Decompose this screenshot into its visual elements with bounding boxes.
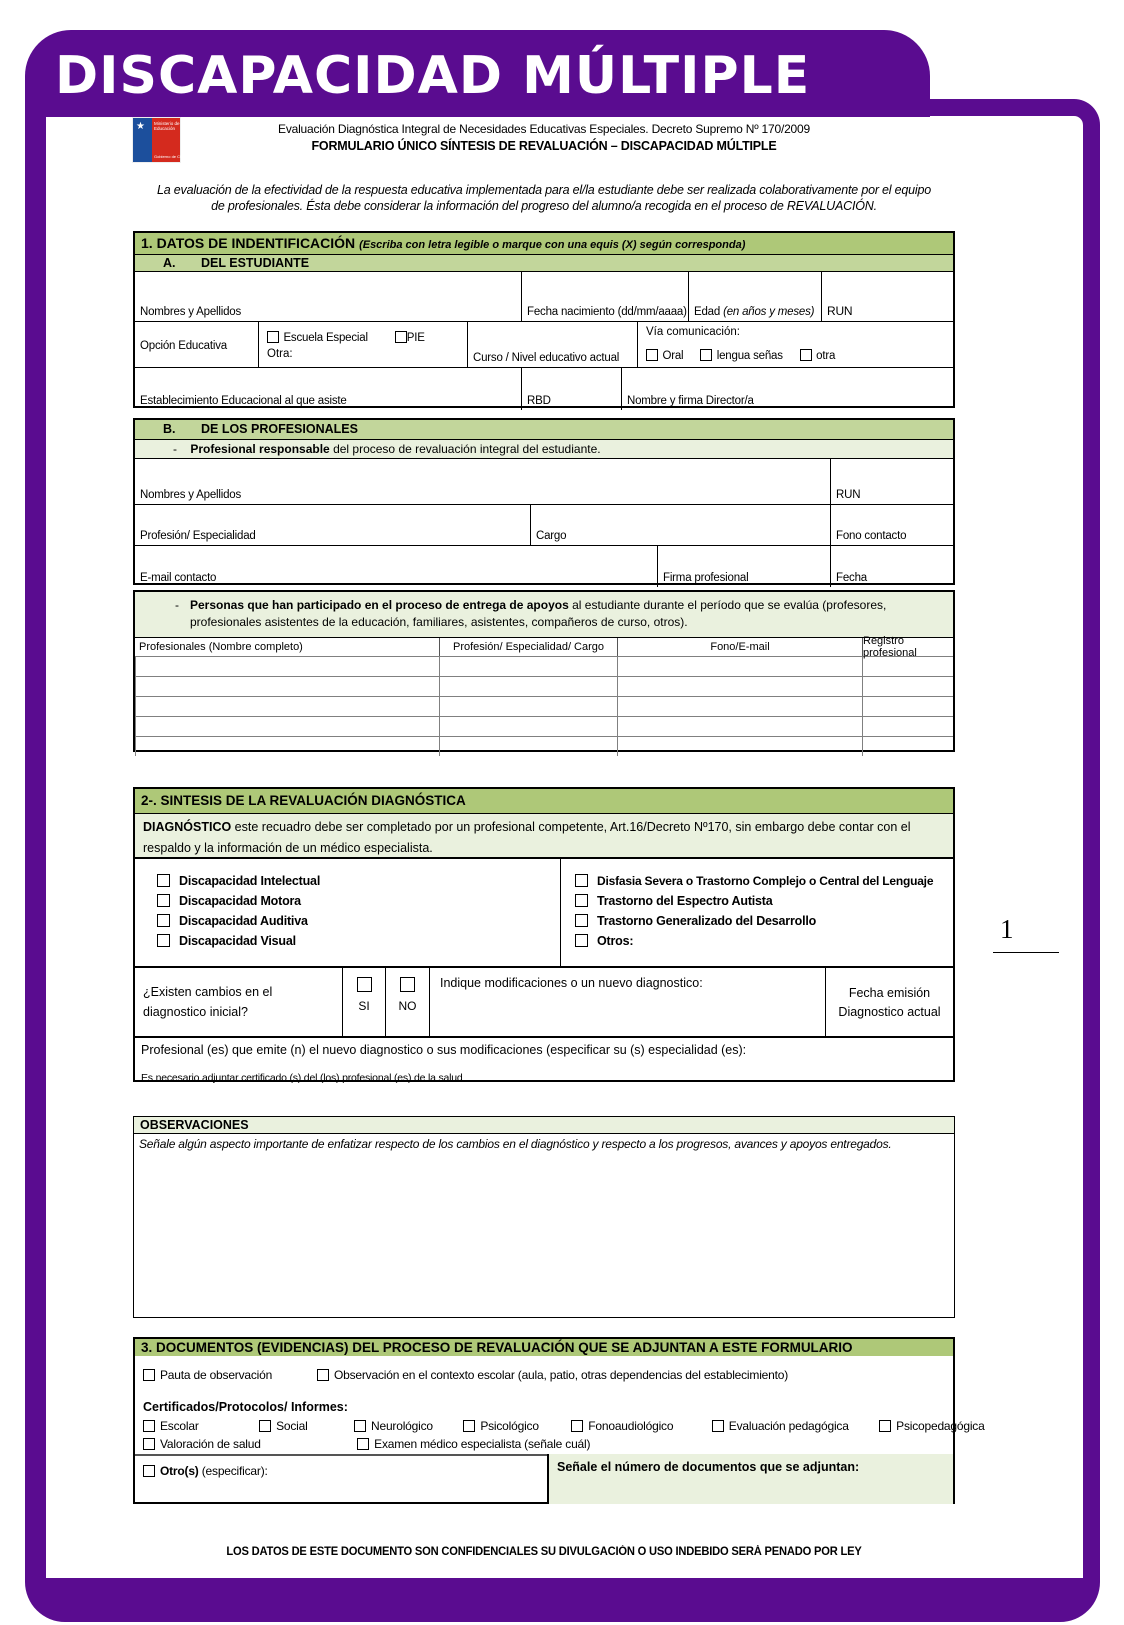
- page-title: DISCAPACIDAD MÚLTIPLE: [55, 46, 811, 106]
- student-row-3: [135, 367, 953, 410]
- fecha-nacimiento-cell[interactable]: [521, 272, 688, 321]
- opcion-educativa-cell: [135, 322, 258, 367]
- document-form-name: FORMULARIO ÚNICO SÍNTESIS DE REVALUACIÓN – DISCAPACIDAD MÚLTIPLE: [311, 139, 777, 153]
- subsection-a-title: DEL ESTUDIANTE: [200, 256, 310, 270]
- table-cell[interactable]: [862, 657, 953, 676]
- checkbox-item: [575, 931, 953, 951]
- email-cell[interactable]: [135, 546, 657, 587]
- coat-of-arms-icon: ★: [136, 121, 145, 132]
- checkbox-label: Valoración de salud: [160, 1437, 261, 1451]
- participant-row: [135, 736, 953, 756]
- logo-text-gobierno: Gobierno de Chile: [154, 154, 187, 159]
- table-cell[interactable]: [617, 737, 862, 756]
- escuela-especial-label: Escuela Especial: [283, 332, 368, 344]
- checkbox-label: Observación en el contexto escolar (aula, patio, otras dependencias del establecimiento): [334, 1368, 789, 1382]
- cargo-label: Cargo: [536, 530, 567, 542]
- pie-checkbox[interactable]: [395, 331, 407, 343]
- checkbox-item: [143, 1417, 199, 1435]
- col-header-fono: Fono/E-mail: [617, 638, 862, 656]
- confidentiality-footer: LOS DATOS DE ESTE DOCUMENTO SON CONFIDENCIALES SU DIVULGACIÓN O USO INDEBIDO SERÁ PENADO POR LEY: [226, 1546, 862, 1558]
- table-cell[interactable]: [135, 717, 439, 736]
- director-label: Nombre y firma Director/a: [627, 395, 754, 407]
- page-number-underline: [993, 952, 1059, 953]
- col-header-profesion: Profesión/ Especialidad/ Cargo: [439, 638, 617, 656]
- fecha-emision-label: Fecha emisión Diagnostico actual: [838, 986, 941, 1019]
- logo-text-educacion: Educación: [154, 126, 176, 131]
- checkbox-label-rest: (especificar):: [198, 1464, 268, 1478]
- psicologico-checkbox[interactable]: [463, 1420, 475, 1432]
- table-cell[interactable]: [617, 657, 862, 676]
- table-cell[interactable]: [135, 697, 439, 716]
- participants-intro-bold: Personas que han participado en el proceso de entrega de apoyos: [190, 598, 569, 612]
- diagnosis-left-column: [135, 859, 560, 966]
- subsection-b-title: DE LOS PROFESIONALES: [200, 422, 358, 436]
- participant-row: [135, 696, 953, 716]
- fecha-nacimiento-label: Fecha nacimiento (dd/mm/aaaa): [527, 306, 687, 318]
- discapacidad-visual-checkbox[interactable]: [157, 934, 170, 947]
- checkbox-label: Neurológico: [371, 1419, 433, 1433]
- neurologico-checkbox[interactable]: [354, 1420, 366, 1432]
- participants-intro-rest: al estudiante durante el período que se evalúa (profesores, profesionales asistentes de la educación, familiares, asistentes, compañeros de curso, otros).: [190, 598, 887, 629]
- checkbox-label: Disfasia Severa o Trastorno Complejo o Central del Lenguaje: [597, 874, 934, 888]
- participants-table: [133, 590, 955, 752]
- si-cell: [342, 968, 385, 1036]
- subsection-b-letter: B.: [163, 422, 176, 436]
- nombres-apellidos-cell[interactable]: [135, 272, 521, 321]
- opcion-educativa-options-cell: [258, 322, 467, 367]
- checkbox-item: [354, 1417, 433, 1435]
- checkbox-label: Discapacidad Intelectual: [179, 874, 321, 888]
- otros-line: [143, 1462, 268, 1480]
- subsection-a-letter: A.: [163, 256, 176, 270]
- prof-run-label: RUN: [836, 489, 861, 501]
- rbd-label: RBD: [527, 395, 551, 407]
- section-3-title: 3. DOCUMENTOS (EVIDENCIAS) DEL PROCESO DE REVALUACIÓN QUE SE ADJUNTAN A ESTE FORMULARIO: [141, 1340, 853, 1355]
- curso-nivel-cell[interactable]: [467, 322, 637, 367]
- diagnostico-paragraph: [135, 813, 953, 857]
- examen-medico-checkbox[interactable]: [357, 1438, 369, 1450]
- dash: -: [173, 442, 177, 456]
- discapacidad-auditiva-checkbox[interactable]: [157, 914, 170, 927]
- oral-label: Oral: [662, 350, 684, 362]
- indique-modificaciones-cell[interactable]: [429, 968, 825, 1036]
- edad-label: Edad (en años y meses): [694, 306, 815, 318]
- run-cell[interactable]: [821, 272, 953, 321]
- cargo-cell[interactable]: [530, 505, 830, 545]
- checkbox-label: Psicológico: [480, 1419, 539, 1433]
- run-label: RUN: [827, 304, 853, 318]
- checkbox-label: Pauta de observación: [160, 1368, 273, 1382]
- establecimiento-cell[interactable]: [135, 368, 521, 410]
- fecha-emision-cell[interactable]: [825, 968, 953, 1036]
- checkbox-item: [575, 911, 953, 931]
- checkbox-label: Psicopedagógica: [896, 1419, 985, 1433]
- prof-row-1: [135, 458, 953, 504]
- section-1-title: 1. DATOS DE INDENTIFICACIÓN: [141, 235, 360, 251]
- checkbox-label: Evaluación pedagógica: [728, 1419, 849, 1433]
- table-cell[interactable]: [862, 737, 953, 756]
- col-header-registro: Registro profesional: [862, 638, 953, 656]
- observations-box: [133, 1116, 955, 1318]
- escuela-especial-checkbox[interactable]: [267, 331, 279, 343]
- existen-cambios-cell: [135, 968, 342, 1036]
- dash: -: [175, 598, 179, 612]
- pauta-observacion-checkbox[interactable]: [143, 1369, 155, 1381]
- table-cell[interactable]: [617, 677, 862, 696]
- profesion-cell[interactable]: [135, 505, 530, 545]
- participant-row: [135, 716, 953, 736]
- table-cell[interactable]: [439, 657, 617, 676]
- student-row-2: [135, 321, 953, 367]
- table-cell[interactable]: [617, 717, 862, 736]
- diagnostico-bold: DIAGNÓSTICO: [143, 820, 232, 834]
- new-diagnosis-professional-label: Profesional (es) que emite (n) el nuevo diagnostico o sus modificaciones (especificar su (s) especialidad (es):: [141, 1043, 747, 1057]
- via-comunicacion-label: Vía comunicación:: [646, 326, 740, 338]
- social-checkbox[interactable]: [259, 1420, 271, 1432]
- no-label: NO: [398, 999, 417, 1013]
- lengua-senas-label: lengua señas: [716, 350, 783, 362]
- checkbox-item: [463, 1417, 539, 1435]
- observation-docs-line: [143, 1366, 788, 1384]
- si-checkbox[interactable]: [357, 977, 372, 992]
- otra-via-label: otra: [816, 350, 836, 362]
- pie-label: PIE: [406, 332, 425, 344]
- psicopedagogica-checkbox[interactable]: [879, 1420, 891, 1432]
- checkbox-label: Trastorno Generalizado del Desarrollo: [597, 914, 817, 928]
- opcion-options-line: [267, 328, 425, 346]
- section-2-header: [135, 789, 953, 813]
- checkbox-item: [317, 1366, 788, 1384]
- checkbox-item: [357, 1435, 590, 1453]
- checkbox-label: Otros:: [597, 934, 634, 948]
- participants-header-row: [135, 635, 953, 659]
- diagnosis-right-column: [560, 859, 953, 966]
- documents-count-label: Señale el número de documentos que se adjuntan:: [557, 1460, 860, 1474]
- table-cell[interactable]: [862, 717, 953, 736]
- discapacidad-intelectual-checkbox[interactable]: [157, 874, 170, 887]
- checkbox-item: [143, 1435, 261, 1453]
- section-3-header: [135, 1339, 953, 1356]
- document-title-block: [133, 122, 955, 153]
- section-1-note: (Escriba con letra legible o marque con una equis (X) según corresponda): [359, 239, 746, 251]
- lengua-senas-checkbox[interactable]: [700, 349, 712, 361]
- section-1-header: [135, 233, 953, 254]
- table-cell[interactable]: [439, 717, 617, 736]
- responsible-professional-note: [135, 439, 953, 458]
- documents-count-box[interactable]: [547, 1454, 953, 1504]
- document-subtitle: Evaluación Diagnóstica Integral de Necesidades Educativas Especiales. Decreto Supremo Nº 170/2009: [278, 122, 810, 136]
- table-cell[interactable]: [439, 737, 617, 756]
- section-3-body: [135, 1356, 985, 1504]
- observations-body[interactable]: [134, 1134, 954, 1316]
- valoracion-salud-checkbox[interactable]: [143, 1438, 155, 1450]
- checkbox-item: [575, 871, 953, 891]
- section-2-diagnostic: [133, 787, 955, 1082]
- indique-modificaciones-label: Indique modificaciones o un nuevo diagnostico:: [440, 976, 703, 990]
- otros-doc-checkbox[interactable]: [143, 1465, 155, 1477]
- profesion-label: Profesión/ Especialidad: [140, 530, 256, 542]
- table-cell[interactable]: [135, 737, 439, 756]
- responsible-rest: del proceso de revaluación integral del estudiante.: [329, 442, 601, 456]
- checkbox-label: Escolar: [160, 1419, 199, 1433]
- prof-row-2: [135, 504, 953, 545]
- checkbox-item: [259, 1417, 307, 1435]
- fecha-cell[interactable]: [830, 546, 953, 587]
- checkbox-item: [143, 1366, 272, 1384]
- observacion-contexto-checkbox[interactable]: [317, 1369, 329, 1381]
- checkbox-label-bold: Otro(s): [160, 1464, 199, 1478]
- no-checkbox[interactable]: [400, 977, 415, 992]
- checkbox-item: [571, 1417, 673, 1435]
- participant-row: [135, 656, 953, 676]
- table-cell[interactable]: [439, 677, 617, 696]
- evaluacion-pedagogica-checkbox[interactable]: [712, 1420, 724, 1432]
- section-1-identification: [133, 231, 955, 408]
- via-comunicacion-cell: [637, 322, 953, 367]
- discapacidad-motora-checkbox[interactable]: [157, 894, 170, 907]
- rbd-cell[interactable]: [521, 368, 621, 410]
- student-row-1: [135, 271, 953, 321]
- observations-hint: Señale algún aspecto importante de enfatizar respecto de los cambios en el diagnóstico y respecto a los progresos, avances y apoyos entregados.: [139, 1137, 892, 1151]
- certificados-title: Certificados/Protocolos/ Informes:: [143, 1400, 348, 1414]
- otros-diagnostico-checkbox[interactable]: [575, 934, 588, 947]
- email-label: E-mail contacto: [140, 572, 217, 584]
- observations-header: OBSERVACIONES: [134, 1117, 954, 1134]
- checkbox-label: Discapacidad Auditiva: [179, 914, 308, 928]
- checkbox-label: Social: [276, 1419, 308, 1433]
- section-3-documents: [133, 1337, 985, 1504]
- title-banner: [25, 30, 930, 117]
- escolar-checkbox[interactable]: [143, 1420, 155, 1432]
- prof-row-3: [135, 545, 953, 587]
- checkbox-item: [157, 871, 560, 891]
- new-diagnosis-professional-row[interactable]: [135, 1036, 953, 1090]
- logo-text-ministerio: Ministerio de: [154, 121, 180, 126]
- opcion-educativa-label: Opción Educativa: [140, 340, 227, 352]
- responsible-bold: Profesional responsable: [190, 442, 330, 456]
- table-cell[interactable]: [135, 677, 439, 696]
- si-label: SI: [358, 999, 370, 1013]
- participant-row: [135, 676, 953, 696]
- prof-nombres-cell[interactable]: [135, 459, 830, 504]
- certificate-note: Es necesario adjuntar certificado (s) del (los) profesional (es) de la salud: [141, 1072, 463, 1084]
- checkbox-item: [575, 891, 953, 911]
- subsection-a-header: [135, 254, 953, 271]
- checkbox-label: Fonoaudiológico: [588, 1419, 674, 1433]
- intro-paragraph: La evaluación de la efectividad de la respuesta educativa implementada para el/la estudiante debe ser realizada colaborativamente por el equipo de profesionales. Ésta debe considerar la información del progreso del alumno/a recogida en el proceso de REVALUACIÓN.: [156, 183, 931, 213]
- otra-via-checkbox[interactable]: [800, 349, 812, 361]
- checkbox-item: [157, 911, 560, 931]
- checkbox-label: Examen médico especialista (señale cuál): [374, 1437, 591, 1451]
- existen-cambios-label: ¿Existen cambios en el diagnostico inicial?: [143, 985, 273, 1019]
- document-header: [133, 118, 955, 168]
- table-cell[interactable]: [135, 657, 439, 676]
- firma-cell[interactable]: [657, 546, 830, 587]
- otra-label: Otra:: [267, 348, 293, 360]
- fono-label: Fono contacto: [836, 530, 907, 542]
- table-cell[interactable]: [862, 697, 953, 716]
- col-header-profesionales: Profesionales (Nombre completo): [139, 641, 303, 653]
- section-b-professionals: [133, 418, 955, 585]
- prof-nombres-label: Nombres y Apellidos: [140, 489, 242, 501]
- via-options-line: [646, 346, 835, 364]
- trastorno-desarrollo-checkbox[interactable]: [575, 914, 588, 927]
- certificados-row-2: [143, 1435, 590, 1453]
- page-number: 1: [1000, 914, 1014, 944]
- checkbox-label: Discapacidad Motora: [179, 894, 301, 908]
- certificados-row-1: [143, 1417, 985, 1435]
- subsection-b-header: [135, 420, 953, 439]
- firma-label: Firma profesional: [663, 572, 749, 584]
- table-cell[interactable]: [617, 697, 862, 716]
- checkbox-item: [712, 1417, 849, 1435]
- fono-cell[interactable]: [830, 505, 953, 545]
- checkbox-item: [143, 1462, 268, 1480]
- checkbox-label: Trastorno del Espectro Autista: [597, 894, 773, 908]
- checkbox-item: [157, 931, 560, 951]
- section-2-title: 2-. SINTESIS DE LA REVALUACIÓN DIAGNÓSTICA: [141, 793, 466, 808]
- fecha-label: Fecha: [836, 572, 867, 584]
- espectro-autista-checkbox[interactable]: [575, 894, 588, 907]
- nombres-apellidos-label: Nombres y Apellidos: [140, 306, 242, 318]
- diagnosis-change-row: [135, 966, 953, 1036]
- diagnostico-rest: este recuadro debe ser completado por un profesional competente, Art.16/Decreto Nº170, sin embargo debe contar con el respaldo y la información de un médico especialista.: [143, 820, 911, 855]
- establecimiento-label: Establecimiento Educacional al que asiste: [140, 395, 347, 407]
- diagnosis-checkbox-area: [135, 857, 953, 966]
- checkbox-label: Discapacidad Visual: [179, 934, 296, 948]
- curso-nivel-label: Curso / Nivel educativo actual: [473, 352, 620, 364]
- fonoaudiologico-checkbox[interactable]: [571, 1420, 583, 1432]
- checkbox-item: [157, 891, 560, 911]
- table-cell[interactable]: [862, 677, 953, 696]
- checkbox-item: [879, 1417, 984, 1435]
- participants-intro: [135, 592, 953, 637]
- director-cell[interactable]: [621, 368, 953, 410]
- disfasia-checkbox[interactable]: [575, 874, 588, 887]
- table-cell[interactable]: [439, 697, 617, 716]
- no-cell: [385, 968, 429, 1036]
- prof-run-cell[interactable]: [830, 459, 953, 504]
- oral-checkbox[interactable]: [646, 349, 658, 361]
- edad-cell[interactable]: [688, 272, 821, 321]
